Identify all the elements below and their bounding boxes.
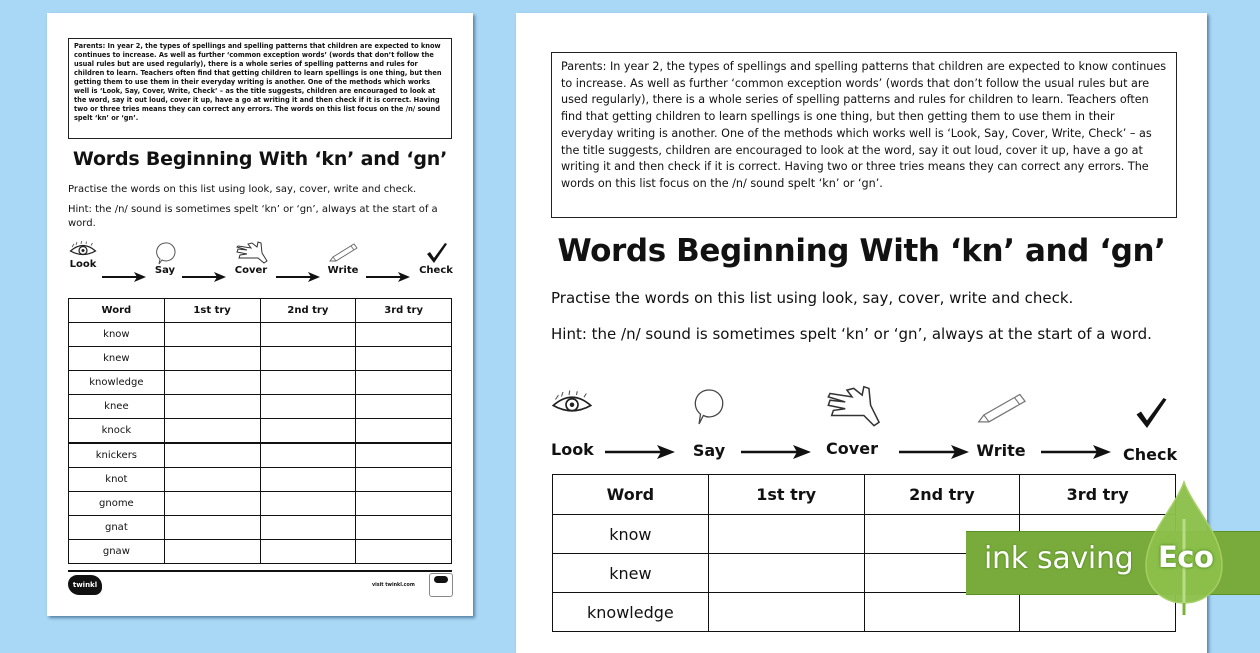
worksheet-title: Words Beginning With ‘kn’ and ‘gn’ <box>557 233 1166 269</box>
checkmark-icon <box>1131 395 1169 431</box>
step-write <box>973 391 1029 460</box>
try-cell[interactable] <box>356 419 452 444</box>
table-row <box>69 323 452 347</box>
header-1st-try: 1st try <box>164 299 260 323</box>
footer-divider <box>68 570 452 572</box>
word-cell: know <box>69 323 165 347</box>
arrow-right-icon <box>276 272 320 282</box>
step-look <box>551 389 593 459</box>
word-cell: knock <box>69 419 165 444</box>
try-cell[interactable] <box>164 395 260 419</box>
header-2nd-try: 2nd try <box>260 299 356 323</box>
try-cell[interactable] <box>260 323 356 347</box>
step-label: Look <box>551 440 594 459</box>
header-word: Word <box>69 299 165 323</box>
try-cell[interactable] <box>260 395 356 419</box>
step-label: Write <box>976 441 1026 460</box>
try-cell[interactable] <box>708 593 864 632</box>
arrow-right-icon <box>605 445 675 459</box>
instruction-text: Practise the words on this list using look, say, cover, write and check. <box>551 289 1074 307</box>
arrow-right-icon <box>899 445 969 459</box>
pencil-icon <box>975 391 1027 427</box>
parents-note-box <box>68 38 452 139</box>
header-3rd-try: 3rd try <box>1020 475 1176 515</box>
step-cover <box>821 385 883 458</box>
table-header-row <box>553 475 1176 515</box>
word-cell: knot <box>69 468 165 492</box>
try-cell[interactable] <box>260 516 356 540</box>
try-cell[interactable] <box>356 492 452 516</box>
table-row <box>69 347 452 371</box>
try-cell[interactable] <box>356 371 452 395</box>
try-cell[interactable] <box>164 540 260 564</box>
try-cell[interactable] <box>356 516 452 540</box>
try-cell[interactable] <box>164 443 260 468</box>
table-row <box>553 593 1176 632</box>
try-cell[interactable] <box>864 593 1020 632</box>
table-row <box>69 395 452 419</box>
step-label: Check <box>419 265 453 276</box>
word-cell: know <box>553 515 709 554</box>
arrow-right-icon <box>182 272 226 282</box>
speech-bubble-icon <box>153 241 177 265</box>
table-header-row <box>69 299 452 323</box>
try-cell[interactable] <box>164 371 260 395</box>
step-label: Look <box>69 259 97 270</box>
checkmark-icon <box>424 241 448 265</box>
table-row <box>69 443 452 468</box>
try-cell[interactable] <box>260 419 356 444</box>
arrow-right-icon <box>102 272 146 282</box>
word-cell: gnaw <box>69 540 165 564</box>
try-cell[interactable] <box>708 515 864 554</box>
arrow-right-icon <box>366 272 410 282</box>
step-cover <box>233 241 269 276</box>
eye-icon <box>551 389 593 419</box>
worksheet-page-preview-small <box>47 13 473 616</box>
header-3rd-try: 3rd try <box>356 299 452 323</box>
try-cell[interactable] <box>164 516 260 540</box>
table-row <box>69 516 452 540</box>
step-label: Write <box>327 265 359 276</box>
table-row <box>69 371 452 395</box>
try-cell[interactable] <box>356 347 452 371</box>
table-row <box>69 419 452 444</box>
step-label: Cover <box>826 439 878 458</box>
step-label: Say <box>692 441 726 460</box>
table-row <box>69 540 452 564</box>
word-cell: knowledge <box>553 593 709 632</box>
table-row <box>69 468 452 492</box>
instruction-text: Practise the words on this list using look, say, cover, write and check. <box>68 184 417 195</box>
try-cell[interactable] <box>356 323 452 347</box>
ink-saving-label: ink saving <box>984 541 1134 576</box>
step-say <box>153 241 177 276</box>
step-label: Check <box>1123 445 1178 464</box>
parents-note-box <box>551 52 1177 218</box>
try-cell[interactable] <box>260 468 356 492</box>
twinkl-logo: twinkl <box>68 575 102 595</box>
pencil-icon <box>328 241 358 265</box>
try-cell[interactable] <box>260 371 356 395</box>
visit-link-text: visit twinkl.com <box>372 583 415 588</box>
try-cell[interactable] <box>356 395 452 419</box>
try-cell[interactable] <box>356 468 452 492</box>
try-cell[interactable] <box>708 554 864 593</box>
try-cell[interactable] <box>260 347 356 371</box>
try-cell[interactable] <box>164 347 260 371</box>
step-label: Say <box>154 265 176 276</box>
eco-label: Eco <box>1158 540 1214 574</box>
header-word: Word <box>553 475 709 515</box>
try-cell[interactable] <box>164 492 260 516</box>
try-cell[interactable] <box>164 419 260 444</box>
hand-icon <box>823 385 881 429</box>
try-cell[interactable] <box>164 323 260 347</box>
look-say-cover-write-check-steps <box>551 385 1178 464</box>
arrow-right-icon <box>1041 445 1111 459</box>
header-1st-try: 1st try <box>708 475 864 515</box>
hint-text: Hint: the /n/ sound is sometimes spelt ‘kn’ or ‘gn’, always at the start of a word. <box>68 204 438 229</box>
word-cell: knee <box>69 395 165 419</box>
arrow-right-icon <box>741 445 811 459</box>
worksheet-title: Words Beginning With ‘kn’ and ‘gn’ <box>72 148 448 170</box>
step-write <box>326 241 360 276</box>
table-row <box>69 492 452 516</box>
look-say-cover-write-check-steps <box>68 241 453 286</box>
word-cell: gnat <box>69 516 165 540</box>
step-check <box>1123 395 1177 464</box>
eye-icon <box>69 241 97 259</box>
try-cell[interactable] <box>164 468 260 492</box>
speech-bubble-icon <box>692 387 726 427</box>
parents-note-text: Parents: In year 2, the types of spellings and spelling patterns that children are expected to know continues to increase. As well as further ‘common exception words’ (words that don’t follow the usual rules but are used regularly), there is a whole series of spelling patterns and rules for children to learn. Teachers often find that getting children to learn spellings is one thing, but then getting them to use them in their everyday writing is another. One of the methods which works well is ‘Look, Say, Cover, Write, Check’ – as the title suggests, children are encouraged to look at the word, say it out loud, cover it up, have a go at writing it and then check if it is correct. Having two or three tries means they can correct any errors. The words on this list focus on the /n/ sound spelt ‘kn’ or ‘gn’. <box>74 42 442 122</box>
try-cell[interactable] <box>356 540 452 564</box>
word-cell: gnome <box>69 492 165 516</box>
try-cell[interactable] <box>260 540 356 564</box>
word-cell: knowledge <box>69 371 165 395</box>
parents-note-text: Parents: In year 2, the types of spellings and spelling patterns that children are expected to know continues to increase. As well as further ‘common exception words’ (words that don’t follow the usual rules but are used regularly), there is a whole series of spelling patterns and rules for children to learn. Teachers often find that getting children to learn spellings is one thing, but then getting them to use them in their everyday writing is another. One of the methods which works well is ‘Look, Say, Cover, Write, Check’ – as the title suggests, children are encouraged to look at the word, say it out loud, cover it up, have a go at writing it and then check if it is correct. Having two or three tries means they can correct any errors. The words on this list focus on the /n/ sound spelt ‘kn’ or ‘gn’. <box>561 60 1167 190</box>
quality-badge-icon <box>429 573 453 597</box>
word-cell: knew <box>69 347 165 371</box>
header-2nd-try: 2nd try <box>864 475 1020 515</box>
hand-icon <box>234 241 268 265</box>
step-look <box>68 241 98 270</box>
hint-text: Hint: the /n/ sound is sometimes spelt ‘kn’ or ‘gn’, always at the start of a word. <box>551 325 1152 343</box>
word-cell: knew <box>553 554 709 593</box>
spelling-table <box>68 298 452 564</box>
try-cell[interactable] <box>260 443 356 468</box>
step-say <box>691 387 727 460</box>
try-cell[interactable] <box>356 443 452 468</box>
word-cell: knickers <box>69 443 165 468</box>
step-check <box>418 241 454 276</box>
try-cell[interactable] <box>260 492 356 516</box>
step-label: Cover <box>234 265 268 276</box>
